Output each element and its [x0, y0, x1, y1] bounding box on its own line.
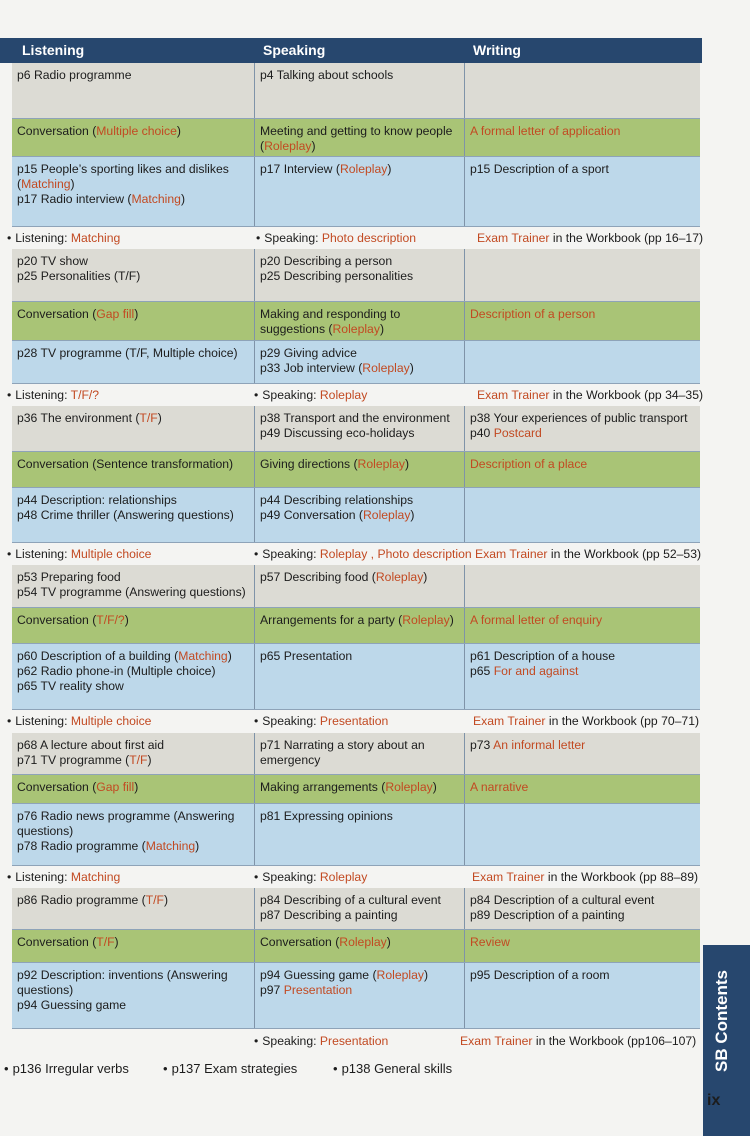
- table-row: [12, 733, 700, 775]
- cell-text: ): [164, 893, 169, 907]
- exam-speaking-value: Presentation: [319, 714, 389, 728]
- speaking-cell: [254, 302, 464, 340]
- exam-speaking-label: Speaking:: [262, 870, 320, 884]
- task-type-label: Roleplay: [362, 361, 410, 375]
- writing-cell: [464, 452, 700, 487]
- writing-cell: [464, 930, 700, 962]
- cell-text: ): [410, 508, 415, 522]
- exam-row: [0, 1030, 700, 1052]
- exam-row: [0, 543, 700, 565]
- speaking-cell: [254, 608, 464, 643]
- table-row: [12, 644, 700, 710]
- cell-text: ): [114, 935, 119, 949]
- exam-speaking-value: Roleplay , Photo description: [319, 547, 472, 561]
- cell-text: p6 Radio programme: [17, 68, 132, 82]
- table-row: [12, 119, 700, 157]
- listening-cell: [12, 341, 254, 383]
- exam-speaking-value: Roleplay: [319, 388, 368, 402]
- listening-cell: [12, 888, 254, 929]
- task-type-label: Matching: [178, 649, 228, 663]
- cell-text: p73: [470, 738, 494, 752]
- exam-speaking: [254, 547, 472, 561]
- table-row: [12, 608, 700, 644]
- cell-text: p44 Describing relationships p49 Conversation (: [260, 493, 414, 522]
- exam-trainer-label: Exam Trainer: [472, 870, 545, 884]
- task-type-label: An informal letter: [493, 738, 586, 752]
- listening-cell: [12, 775, 254, 803]
- cell-text: p71 Narrating a story about an emergency: [260, 738, 425, 767]
- exam-speaking-value: Photo description: [321, 231, 417, 245]
- writing-cell: [464, 119, 700, 156]
- exam-trainer-label: Exam Trainer: [477, 231, 550, 245]
- exam-trainer-pages: in the Workbook (pp 52–53): [547, 547, 702, 561]
- speaking-cell: [254, 963, 464, 1028]
- footer-general-skills: • p138 General skills: [333, 1061, 452, 1076]
- listening-cell: [12, 565, 254, 607]
- cell-text: p29 Giving advice p33 Job interview (: [260, 346, 363, 375]
- exam-listening-label: Listening:: [15, 547, 71, 561]
- cell-text: p15 People’s sporting likes and dislikes (: [17, 162, 229, 191]
- exam-speaking-value: Roleplay: [319, 870, 368, 884]
- cell-text: Arrangements for a party (: [260, 613, 403, 627]
- listening-cell: [12, 644, 254, 709]
- exam-trainer-ref: [477, 231, 703, 245]
- speaking-cell: [254, 488, 464, 542]
- exam-speaking-value: Presentation: [319, 1034, 389, 1048]
- speaking-cell: [254, 804, 464, 865]
- exam-listening: [7, 231, 120, 245]
- task-type-label: T/F: [145, 893, 164, 907]
- task-type-label: Description of a place: [470, 457, 588, 471]
- cell-text: Conversation (: [17, 307, 97, 321]
- speaking-cell: [254, 733, 464, 774]
- exam-speaking: [254, 714, 388, 728]
- task-type-label: Roleplay: [362, 508, 411, 522]
- table-row: [12, 804, 700, 866]
- exam-listening-label: Listening:: [15, 714, 71, 728]
- speaking-cell: [254, 341, 464, 383]
- writing-cell: [464, 888, 700, 929]
- task-type-label: Presentation: [283, 983, 353, 997]
- task-type-label: T/F: [96, 935, 115, 949]
- listening-cell: [12, 406, 254, 451]
- task-type-label: Roleplay: [339, 935, 387, 949]
- exam-trainer-ref: [472, 870, 698, 884]
- exam-trainer-label: Exam Trainer: [477, 388, 550, 402]
- listening-cell: [12, 157, 254, 226]
- exam-trainer-pages: in the Workbook (pp 34–35): [549, 388, 704, 402]
- page-number: ix: [707, 1092, 721, 1109]
- cell-text: Conversation (: [17, 124, 97, 138]
- cell-text: p20 TV show p25 Personalities (T/F): [17, 254, 141, 283]
- task-type-label: Description of a person: [470, 307, 596, 321]
- table-row: [12, 302, 700, 341]
- cell-text: p84 Describing of a cultural event p87 Describing a painting: [260, 893, 441, 922]
- listening-cell: [12, 119, 254, 156]
- cell-text: p44 Description: relationships p48 Crime thriller (Answering questions): [17, 493, 234, 522]
- task-type-label: Matching: [21, 177, 71, 191]
- cell-text: p17 Interview (: [260, 162, 340, 176]
- exam-listening-label: Listening:: [15, 388, 71, 402]
- cell-text: ): [134, 307, 139, 321]
- table-row: [12, 565, 700, 608]
- cell-text: ): [157, 411, 162, 425]
- side-tab-label: SB Contents: [712, 970, 731, 1072]
- exam-speaking-label: Speaking:: [262, 388, 320, 402]
- cell-text: p28 TV programme (T/F, Multiple choice): [17, 346, 238, 360]
- writing-cell: [464, 302, 700, 340]
- task-type-label: For and against: [493, 664, 579, 678]
- cell-text: ): [386, 935, 391, 949]
- exam-trainer-label: Exam Trainer: [475, 547, 548, 561]
- cell-text: ): [70, 177, 75, 191]
- cell-text: p81 Expressing opinions: [260, 809, 393, 823]
- listening-cell: [12, 733, 254, 774]
- listening-cell: [12, 608, 254, 643]
- cell-text: p15 Description of a sport: [470, 162, 609, 176]
- writing-cell: [464, 804, 700, 865]
- writing-cell: [464, 775, 700, 803]
- task-type-label: Postcard: [493, 426, 542, 440]
- table-row: [12, 157, 700, 227]
- task-type-label: Roleplay: [339, 162, 388, 176]
- header-speaking: Speaking: [263, 42, 326, 58]
- task-type-label: Roleplay: [402, 613, 450, 627]
- listening-cell: [12, 488, 254, 542]
- cell-text: p92 Description: inventions (Answering questions) p94 Guessing game: [17, 968, 228, 1012]
- table-row: [12, 63, 700, 119]
- cell-text: p4 Talking about schools: [260, 68, 394, 82]
- cell-text: ): [449, 613, 454, 627]
- writing-cell: [464, 157, 700, 226]
- cell-text: p65 Presentation: [260, 649, 353, 663]
- table-row: [12, 888, 700, 930]
- task-type-label: T/F: [129, 753, 148, 767]
- cell-text: ): [423, 570, 428, 584]
- exam-row: [0, 227, 704, 249]
- cell-text: Conversation (Sentence transformation): [17, 457, 234, 471]
- writing-cell: [464, 341, 700, 383]
- speaking-cell: [254, 249, 464, 301]
- exam-trainer-pages: in the Workbook (pp106–107): [532, 1034, 697, 1048]
- exam-trainer-label: Exam Trainer: [460, 1034, 533, 1048]
- cell-text: p38 Your experiences of public transport p40: [470, 411, 688, 440]
- cell-text: ) p97: [260, 968, 429, 997]
- exam-trainer-ref: [475, 547, 701, 561]
- exam-trainer-pages: in the Workbook (pp 16–17): [549, 231, 704, 245]
- exam-listening: [7, 870, 120, 884]
- table-header: [0, 38, 702, 63]
- exam-trainer-pages: in the Workbook (pp 88–89): [544, 870, 699, 884]
- task-type-label: Gap fill: [96, 780, 135, 794]
- task-type-label: Roleplay: [385, 780, 433, 794]
- cell-text: Giving directions (: [260, 457, 358, 471]
- footer-irregular-verbs: • p136 Irregular verbs: [4, 1061, 129, 1076]
- exam-listening-value: Matching: [70, 870, 121, 884]
- task-type-label: Roleplay: [375, 570, 424, 584]
- header-writing: Writing: [473, 42, 521, 58]
- speaking-cell: [254, 406, 464, 451]
- cell-text: p60 Description of a building (: [17, 649, 179, 663]
- table-row: [12, 930, 700, 963]
- cell-text: p36 The environment (: [17, 411, 140, 425]
- speaking-cell: [254, 775, 464, 803]
- speaking-cell: [254, 644, 464, 709]
- listening-cell: [12, 302, 254, 340]
- task-type-label: Matching: [131, 192, 181, 206]
- cell-text: ) p62 Radio phone-in (Multiple choice) p65 TV reality show: [17, 649, 232, 693]
- cell-text: p86 Radio programme (: [17, 893, 146, 907]
- exam-speaking: [254, 388, 367, 402]
- cell-text: Making and responding to suggestions (: [260, 307, 401, 336]
- exam-speaking-label: Speaking:: [262, 547, 320, 561]
- task-type-label: Matching: [145, 839, 196, 853]
- exam-trainer-label: Exam Trainer: [473, 714, 546, 728]
- exam-speaking-label: Speaking:: [262, 714, 320, 728]
- exam-trainer-ref: [460, 1034, 696, 1048]
- cell-text: Conversation (: [17, 780, 97, 794]
- cell-text: ): [404, 457, 410, 471]
- task-type-label: Roleplay: [376, 968, 424, 982]
- cell-text: ): [195, 839, 200, 853]
- cell-text: ): [379, 322, 384, 336]
- writing-cell: [464, 963, 700, 1028]
- cell-text: p68 A lecture about first aid p71 TV programme (: [17, 738, 165, 767]
- task-type-label: A formal letter of application: [470, 124, 621, 138]
- cell-text: ): [124, 613, 129, 627]
- listening-cell: [12, 452, 254, 487]
- exam-row: [0, 866, 700, 888]
- cell-text: ): [387, 162, 392, 176]
- task-type-label: A formal letter of enquiry: [470, 613, 603, 627]
- speaking-cell: [254, 888, 464, 929]
- table-row: [12, 488, 700, 543]
- writing-cell: [464, 565, 700, 607]
- writing-cell: [464, 608, 700, 643]
- table-row: [12, 452, 700, 488]
- exam-row: [0, 710, 700, 732]
- cell-text: Making arrangements (: [260, 780, 386, 794]
- task-type-label: Gap fill: [96, 307, 135, 321]
- listening-cell: [12, 249, 254, 301]
- exam-listening: [7, 547, 151, 561]
- table-row: [12, 249, 700, 302]
- exam-listening-label: Listening:: [15, 231, 71, 245]
- cell-text: p17 Radio interview (: [17, 192, 132, 206]
- task-type-label: Multiple choice: [96, 124, 177, 138]
- cell-text: p76 Radio news programme (Answering questions) p78 Radio programme (: [17, 809, 235, 853]
- listening-cell: [12, 804, 254, 865]
- cell-text: ): [180, 192, 185, 206]
- exam-row: [0, 384, 704, 406]
- task-type-label: T/F: [139, 411, 158, 425]
- exam-speaking: [254, 1034, 388, 1048]
- cell-text: Conversation (: [260, 935, 340, 949]
- exam-listening-value: Multiple choice: [70, 547, 152, 561]
- writing-cell: [464, 249, 700, 301]
- writing-cell: [464, 733, 700, 774]
- cell-text: p20 Describing a person p25 Describing personalities: [260, 254, 414, 283]
- cell-text: p53 Preparing food p54 TV programme (Answering questions): [17, 570, 246, 599]
- task-type-label: A narrative: [470, 780, 529, 794]
- cell-text: ): [432, 780, 437, 794]
- cell-text: p61 Description of a house p65: [470, 649, 615, 678]
- exam-listening: [7, 388, 99, 402]
- cell-text: p84 Description of a cultural event p89 Description of a painting: [470, 893, 655, 922]
- exam-speaking-label: Speaking:: [262, 1034, 320, 1048]
- table-row: [12, 963, 700, 1029]
- cell-text: Conversation (: [17, 935, 97, 949]
- cell-text: Conversation (: [17, 613, 97, 627]
- cell-text: ): [176, 124, 181, 138]
- speaking-cell: [254, 930, 464, 962]
- header-listening: Listening: [22, 42, 85, 58]
- cell-text: p38 Transport and the environment p49 Discussing eco-holidays: [260, 411, 450, 440]
- listening-cell: [12, 963, 254, 1028]
- task-type-label: Roleplay: [264, 139, 312, 153]
- exam-listening-label: Listening:: [15, 870, 71, 884]
- table-row: [12, 341, 700, 384]
- cell-text: ): [134, 780, 139, 794]
- task-type-label: Review: [470, 935, 510, 949]
- cell-text: ): [409, 361, 414, 375]
- exam-listening-value: Multiple choice: [70, 714, 152, 728]
- speaking-cell: [254, 157, 464, 226]
- exam-trainer-ref: [477, 388, 703, 402]
- cell-text: ): [147, 753, 152, 767]
- task-type-label: Roleplay: [332, 322, 380, 336]
- exam-listening: [7, 714, 151, 728]
- exam-trainer-ref: [473, 714, 699, 728]
- exam-speaking: [256, 231, 416, 245]
- cell-text: Meeting and getting to know people (: [260, 124, 453, 153]
- exam-listening-value: T/F/?: [70, 388, 100, 402]
- task-type-label: Roleplay: [357, 457, 405, 471]
- listening-cell: [12, 930, 254, 962]
- exam-speaking-label: Speaking:: [264, 231, 322, 245]
- table-row: [12, 406, 700, 452]
- cell-text: ): [311, 139, 316, 153]
- writing-cell: [464, 406, 700, 451]
- listening-cell: [12, 63, 254, 118]
- speaking-cell: [254, 565, 464, 607]
- writing-cell: [464, 63, 700, 118]
- task-type-label: T/F/?: [96, 613, 125, 627]
- exam-speaking: [254, 870, 367, 884]
- speaking-cell: [254, 63, 464, 118]
- speaking-cell: [254, 119, 464, 156]
- table-row: [12, 775, 700, 804]
- exam-trainer-pages: in the Workbook (pp 70–71): [545, 714, 700, 728]
- footer-exam-strategies: • p137 Exam strategies: [163, 1061, 297, 1076]
- speaking-cell: [254, 452, 464, 487]
- writing-cell: [464, 488, 700, 542]
- writing-cell: [464, 644, 700, 709]
- exam-listening-value: Matching: [70, 231, 121, 245]
- cell-text: p57 Describing food (: [260, 570, 376, 584]
- cell-text: p94 Guessing game (: [260, 968, 377, 982]
- cell-text: p95 Description of a room: [470, 968, 610, 982]
